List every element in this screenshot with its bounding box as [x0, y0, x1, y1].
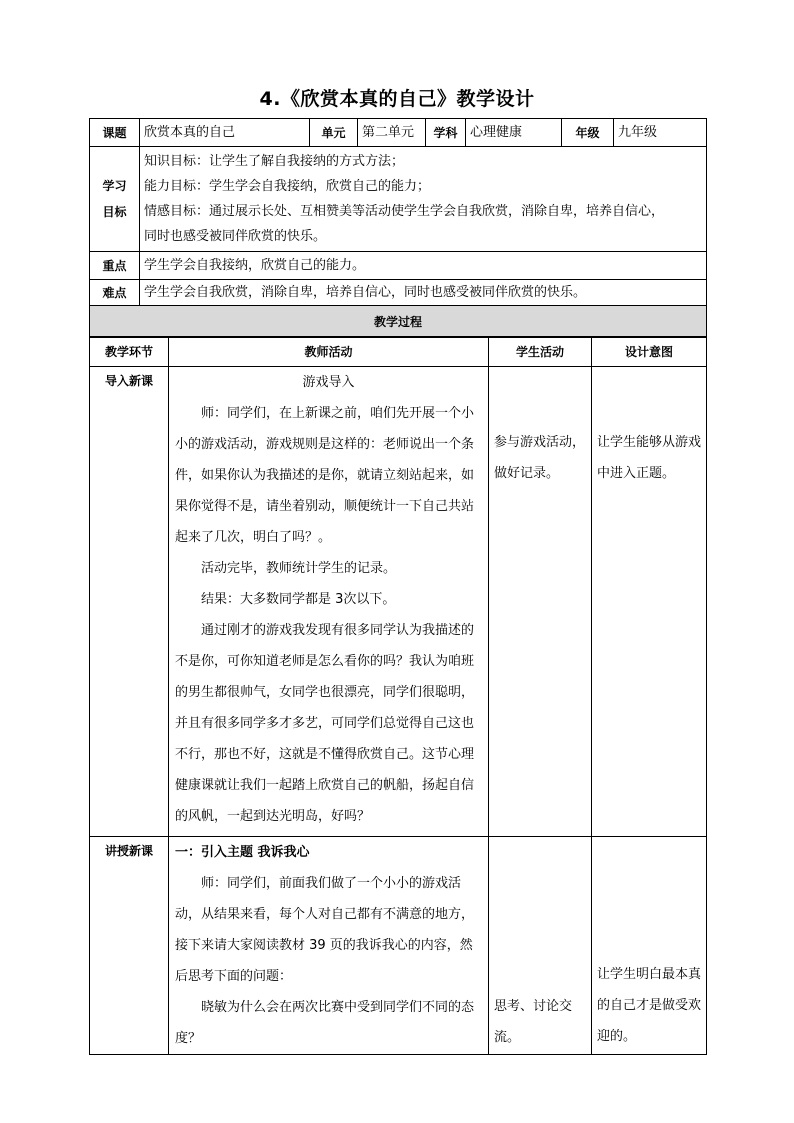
topic-value: 欣赏本真的自己	[140, 119, 310, 147]
goals-label: 学习 目标	[90, 147, 140, 252]
col-stage: 教学环节	[90, 337, 169, 367]
process-columns-row	[90, 337, 707, 367]
col-student: 学生活动	[489, 337, 592, 367]
grade-label: 年级	[562, 119, 614, 147]
lecture-stage: 讲授新课	[90, 837, 169, 1055]
subject-label: 学科	[426, 119, 466, 147]
intro-paragraph-3: 结果：大多数同学都是 3次以下。	[201, 592, 396, 607]
subject-value: 心理健康	[466, 119, 562, 147]
grade-value: 九年级	[614, 119, 707, 147]
lecture-heading: 一：引入主题 我诉我心	[175, 845, 310, 860]
lecture-paragraph-2: 晓敏为什么会在两次比赛中受到同学们不同的态度？	[175, 1000, 475, 1046]
goal-knowledge: 知识目标：让学生了解自我接纳的方式方法；	[144, 154, 405, 169]
goal-ability: 能力目标：学生学会自我接纳，欣赏自己的能力；	[144, 179, 431, 194]
lecture-student: 思考、讨论交流。	[489, 837, 592, 1055]
intro-paragraph-2: 活动完毕，教师统计学生的记录。	[201, 561, 397, 576]
intro-paragraph-1: 师：同学们，在上新课之前，咱们先开展一个小小的游戏活动，游戏规则是这样的：老师说出一个条件，如果你认为我描述的是你，就请立刻站起来，如果你觉得不是，请坐着别动，顺便统计一下自己共站起来了几次，明白了吗？。	[175, 406, 475, 545]
key-point-row	[90, 252, 707, 280]
process-header-row	[90, 306, 707, 338]
intro-paragraph-4: 通过刚才的游戏我发现有很多同学认为我描述的不是你，可你知道老师是怎么看你的吗？我认为咱班的男生都很帅气，女同学也很漂亮，同学们很聪明，并且有很多同学多才多艺，可同学们总觉得自己这也不行，那也不好，这就是不懂得欣赏自己。这节心理健康课就让我们一起踏上欣赏自己的帆船，扬起自信的风帆，一起到达光明岛，好吗？	[175, 623, 475, 824]
difficulty-row	[90, 280, 707, 306]
goals-row	[90, 147, 707, 252]
goals-content	[140, 147, 707, 252]
lecture-paragraph-1: 师：同学们，前面我们做了一个小小的游戏活动，从结果来看，每个人对自己都有不满意的地方，接下来请大家阅读教材 39 页的我诉我心的内容，然后思考下面的问题：	[175, 876, 475, 984]
topic-label: 课题	[90, 119, 140, 147]
col-intent: 设计意图	[592, 337, 707, 367]
lesson-plan-table	[89, 118, 707, 338]
lecture-intent: 让学生明白最本真的自己才是做受欢迎的。	[592, 837, 707, 1055]
process-header: 教学过程	[90, 306, 707, 338]
lecture-row	[90, 837, 707, 1055]
intro-student: 参与游戏活动，做好记录。	[489, 367, 592, 837]
goal-emotion: 情感目标：通过展示长处、互相赞美等活动使学生学会自我欣赏，消除自卑，培养自信心，	[144, 204, 665, 219]
page-title: 4.《欣赏本真的自己》教学设计	[259, 88, 535, 110]
intro-intent: 让学生能够从游戏中进入正题。	[592, 367, 707, 837]
key-point-value: 学生学会自我接纳，欣赏自己的能力。	[140, 252, 707, 280]
goal-emotion-cont: 同时也感受被同伴欣赏的快乐。	[144, 229, 327, 244]
lecture-teacher	[169, 837, 489, 1055]
unit-label: 单元	[310, 119, 358, 147]
intro-stage: 导入新课	[90, 367, 169, 837]
key-point-label: 重点	[90, 252, 140, 280]
col-teacher: 教师活动	[169, 337, 489, 367]
info-row	[90, 119, 707, 147]
intro-teacher	[169, 367, 489, 837]
unit-value: 第二单元	[358, 119, 426, 147]
difficulty-label: 难点	[90, 280, 140, 306]
process-table	[89, 336, 707, 1055]
intro-heading: 游戏导入	[302, 375, 355, 390]
intro-row	[90, 367, 707, 837]
difficulty-value: 学生学会自我欣赏，消除自卑，培养自信心，同时也感受被同伴欣赏的快乐。	[140, 280, 707, 306]
